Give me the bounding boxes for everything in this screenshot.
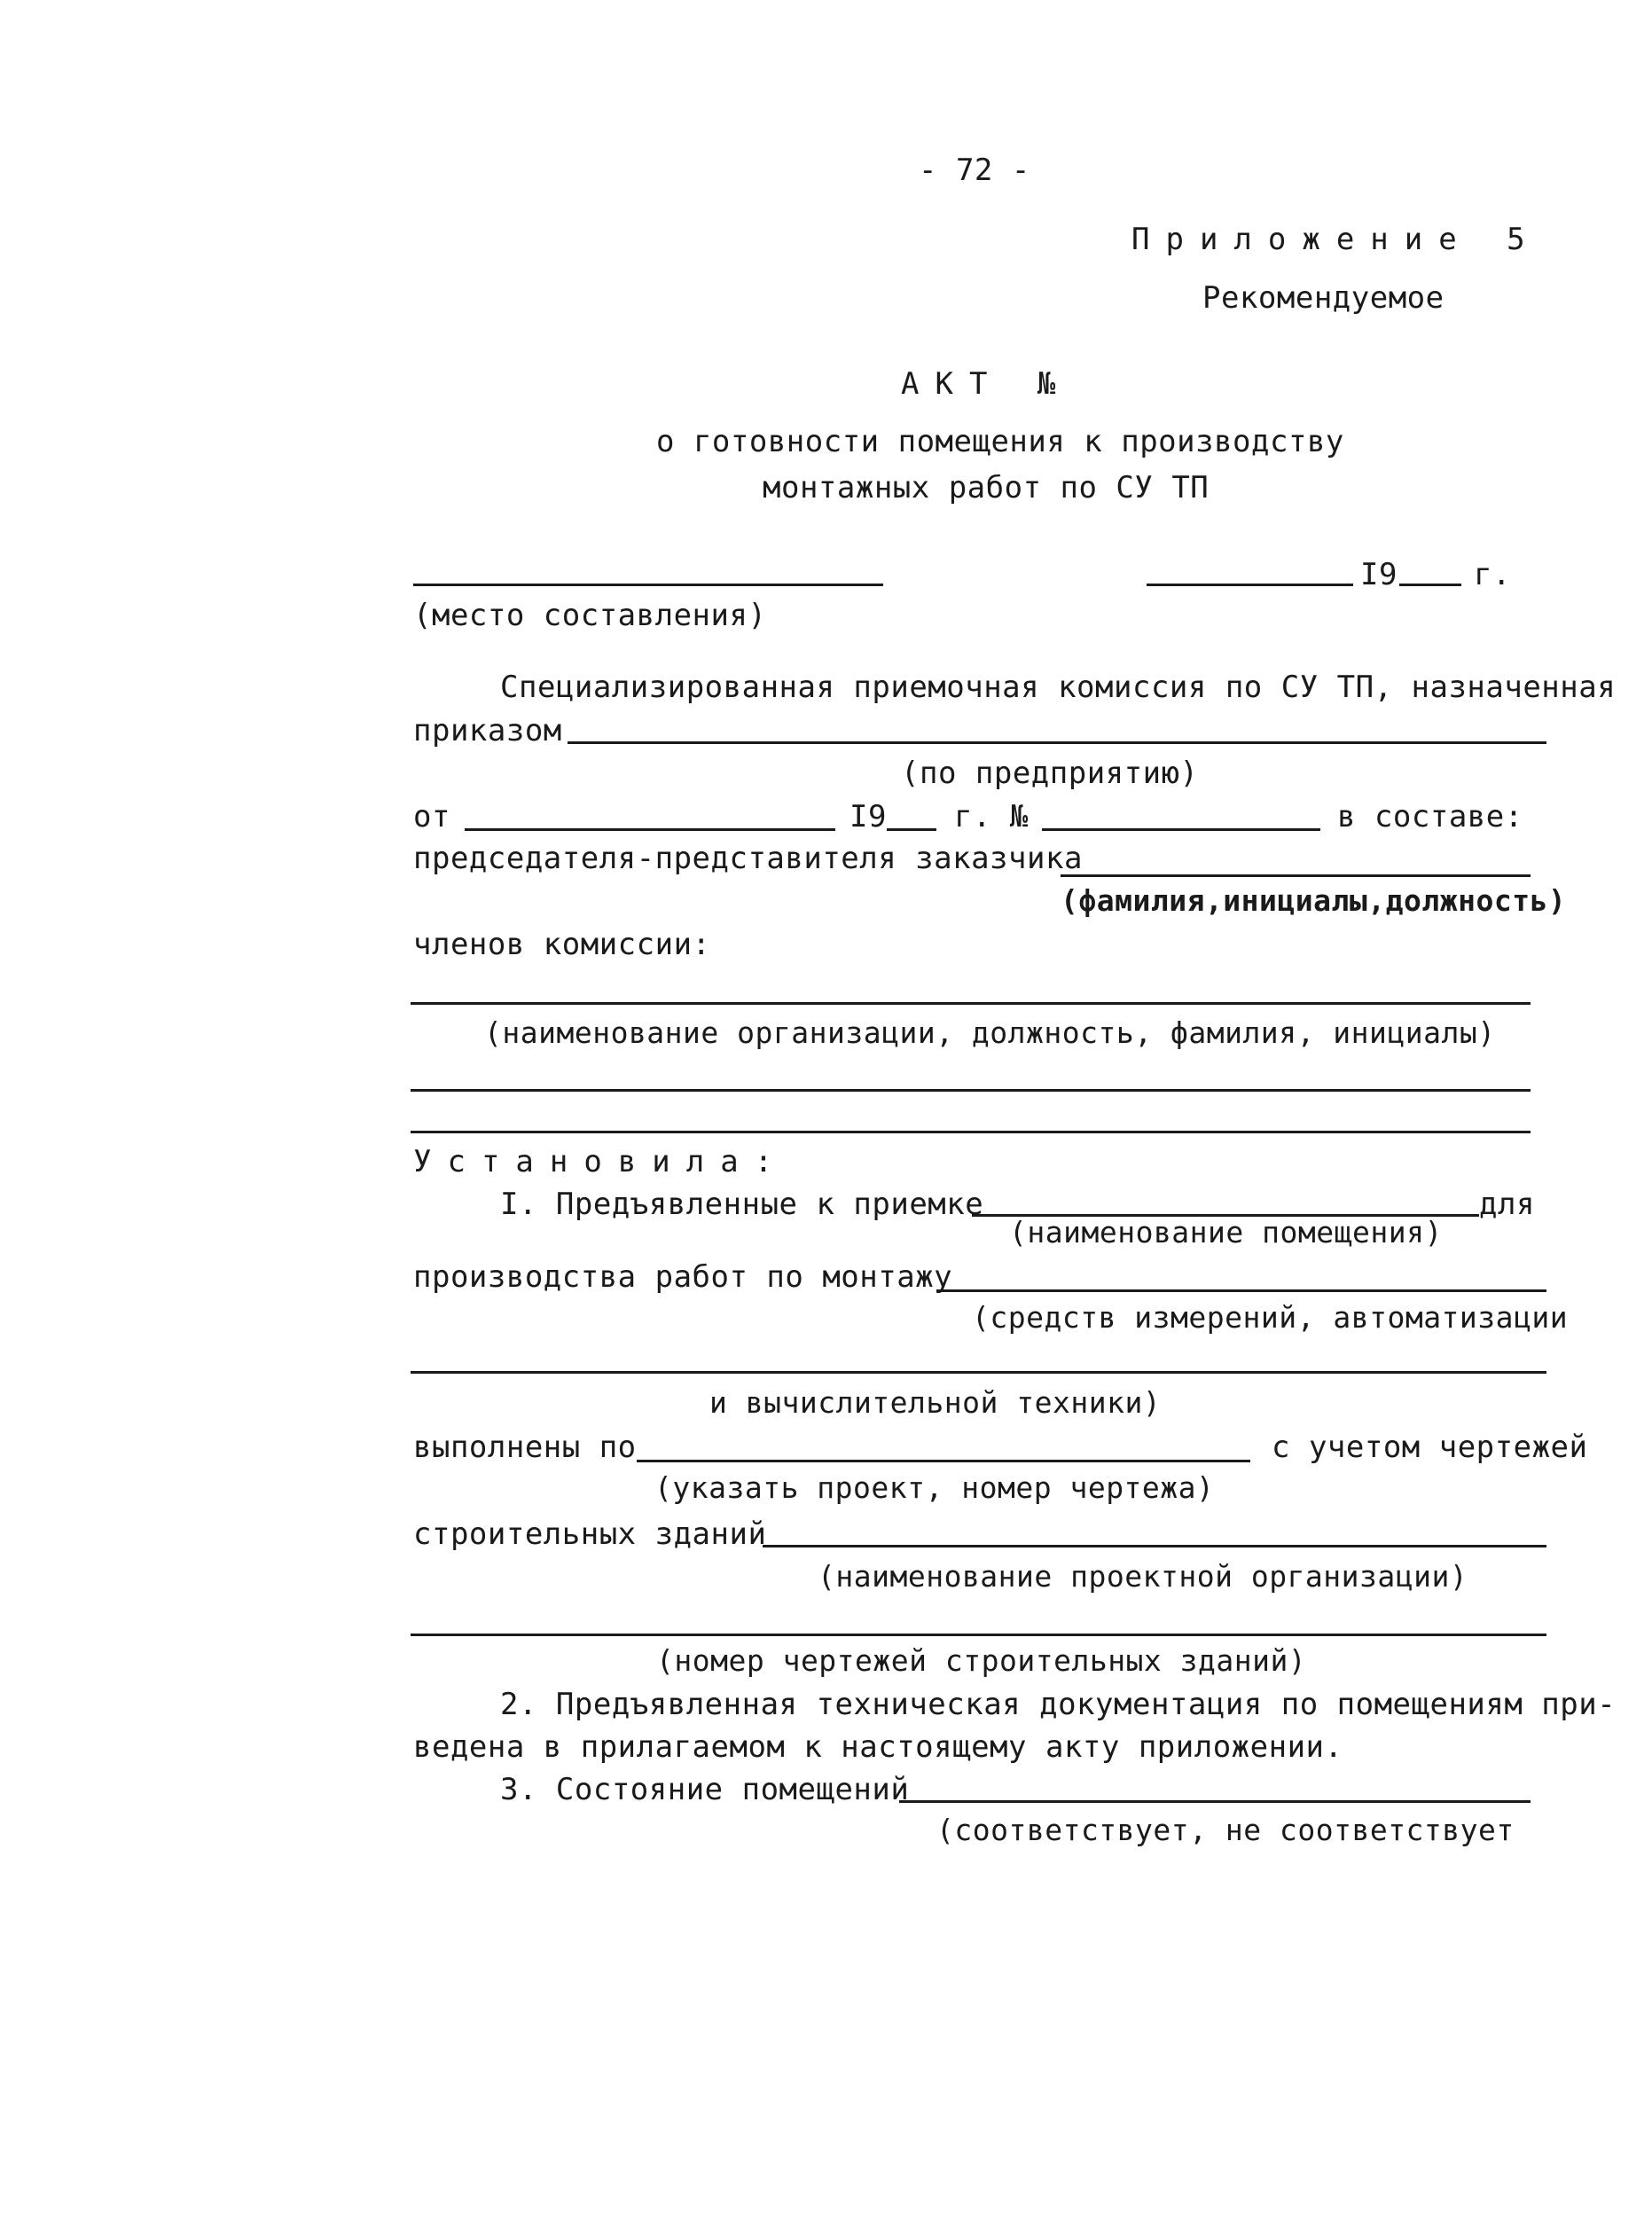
item3-caption: (соответствует, не соответствует bbox=[936, 1813, 1515, 1847]
item2-line2: ведена в прилагаемом к настоящему акту приложении. bbox=[413, 1729, 1343, 1765]
page-number: - 72 - bbox=[919, 153, 1030, 188]
act-subtitle-line2: монтажных работ по СУ ТП bbox=[763, 470, 1210, 505]
place-caption: (место составления) bbox=[413, 598, 767, 633]
established-heading: Установила: bbox=[413, 1144, 789, 1179]
members-label: членов комиссии: bbox=[413, 927, 711, 962]
buildings-caption: (наименование проектной организации) bbox=[818, 1559, 1468, 1594]
order-year-field-line[interactable] bbox=[887, 828, 936, 831]
members-field-line-1[interactable] bbox=[411, 1002, 1531, 1005]
members-field-line-3[interactable] bbox=[411, 1131, 1531, 1133]
buildings-label: строительных зданий bbox=[413, 1516, 767, 1552]
order-date-field-line[interactable] bbox=[465, 828, 835, 831]
buildings-field-line[interactable] bbox=[763, 1545, 1546, 1547]
works-field-line-2[interactable] bbox=[411, 1371, 1546, 1374]
place-field-line[interactable] bbox=[413, 584, 883, 586]
act-subtitle-line1: о готовности помещения к производству bbox=[656, 424, 1344, 459]
works-label: производства работ по монтажу bbox=[413, 1259, 953, 1295]
members-caption: (наименование организации, должность, фамилия, инициалы) bbox=[484, 1015, 1496, 1050]
works-caption-2: и вычислительной техники) bbox=[709, 1385, 1162, 1420]
item1-caption: (наименование помещения) bbox=[1009, 1215, 1443, 1250]
item2-line1: 2. Предъявленная техническая документация по помещениям при- bbox=[500, 1687, 1617, 1722]
date-year-field-line[interactable] bbox=[1399, 584, 1461, 586]
date-suffix: г. bbox=[1474, 557, 1511, 592]
item3-label: 3. Состояние помещений bbox=[500, 1772, 910, 1807]
works-caption-1: (средств измерений, автоматизации bbox=[972, 1300, 1569, 1335]
item1-text: I. Предъявленные к приемке bbox=[500, 1187, 984, 1222]
appendix-label: Приложение 5 bbox=[1131, 222, 1541, 257]
recommended-label: Рекомендуемое bbox=[1202, 280, 1445, 316]
order-number-label: г. № bbox=[954, 799, 1029, 834]
chairman-caption: (фамилия,инициалы,должность) bbox=[1061, 883, 1567, 918]
in-composition-label: в составе: bbox=[1337, 799, 1523, 834]
order-field-line[interactable] bbox=[568, 741, 1546, 744]
date-year-prefix: I9 bbox=[1360, 557, 1398, 592]
act-title: АКТ № bbox=[901, 366, 1072, 402]
order-caption: (по предприятию) bbox=[901, 756, 1199, 791]
works-field-line[interactable] bbox=[936, 1289, 1546, 1292]
done-tail: с учетом чертежей bbox=[1272, 1430, 1588, 1465]
drawings-field-line[interactable] bbox=[411, 1634, 1546, 1636]
date-day-field-line[interactable] bbox=[1147, 584, 1353, 586]
chairman-field-line[interactable] bbox=[1061, 874, 1531, 877]
commission-text: Специализированная приемочная комиссия по СУ ТП, назначенная bbox=[500, 670, 1617, 705]
order-label: приказом bbox=[413, 713, 562, 748]
drawings-caption: (номер чертежей строительных зданий) bbox=[656, 1643, 1307, 1678]
order-number-field-line[interactable] bbox=[1042, 828, 1320, 831]
members-field-line-2[interactable] bbox=[411, 1089, 1531, 1092]
from-label: от bbox=[413, 799, 450, 834]
done-field-line[interactable] bbox=[637, 1460, 1250, 1462]
item3-field-line[interactable] bbox=[899, 1800, 1531, 1803]
done-label: выполнены по bbox=[413, 1430, 637, 1465]
order-year-prefix: I9 bbox=[849, 799, 887, 834]
item1-for: для bbox=[1479, 1187, 1535, 1222]
chairman-label: председателя-представителя заказчика bbox=[413, 841, 1083, 876]
done-caption: (указать проект, номер чертежа) bbox=[654, 1470, 1215, 1505]
